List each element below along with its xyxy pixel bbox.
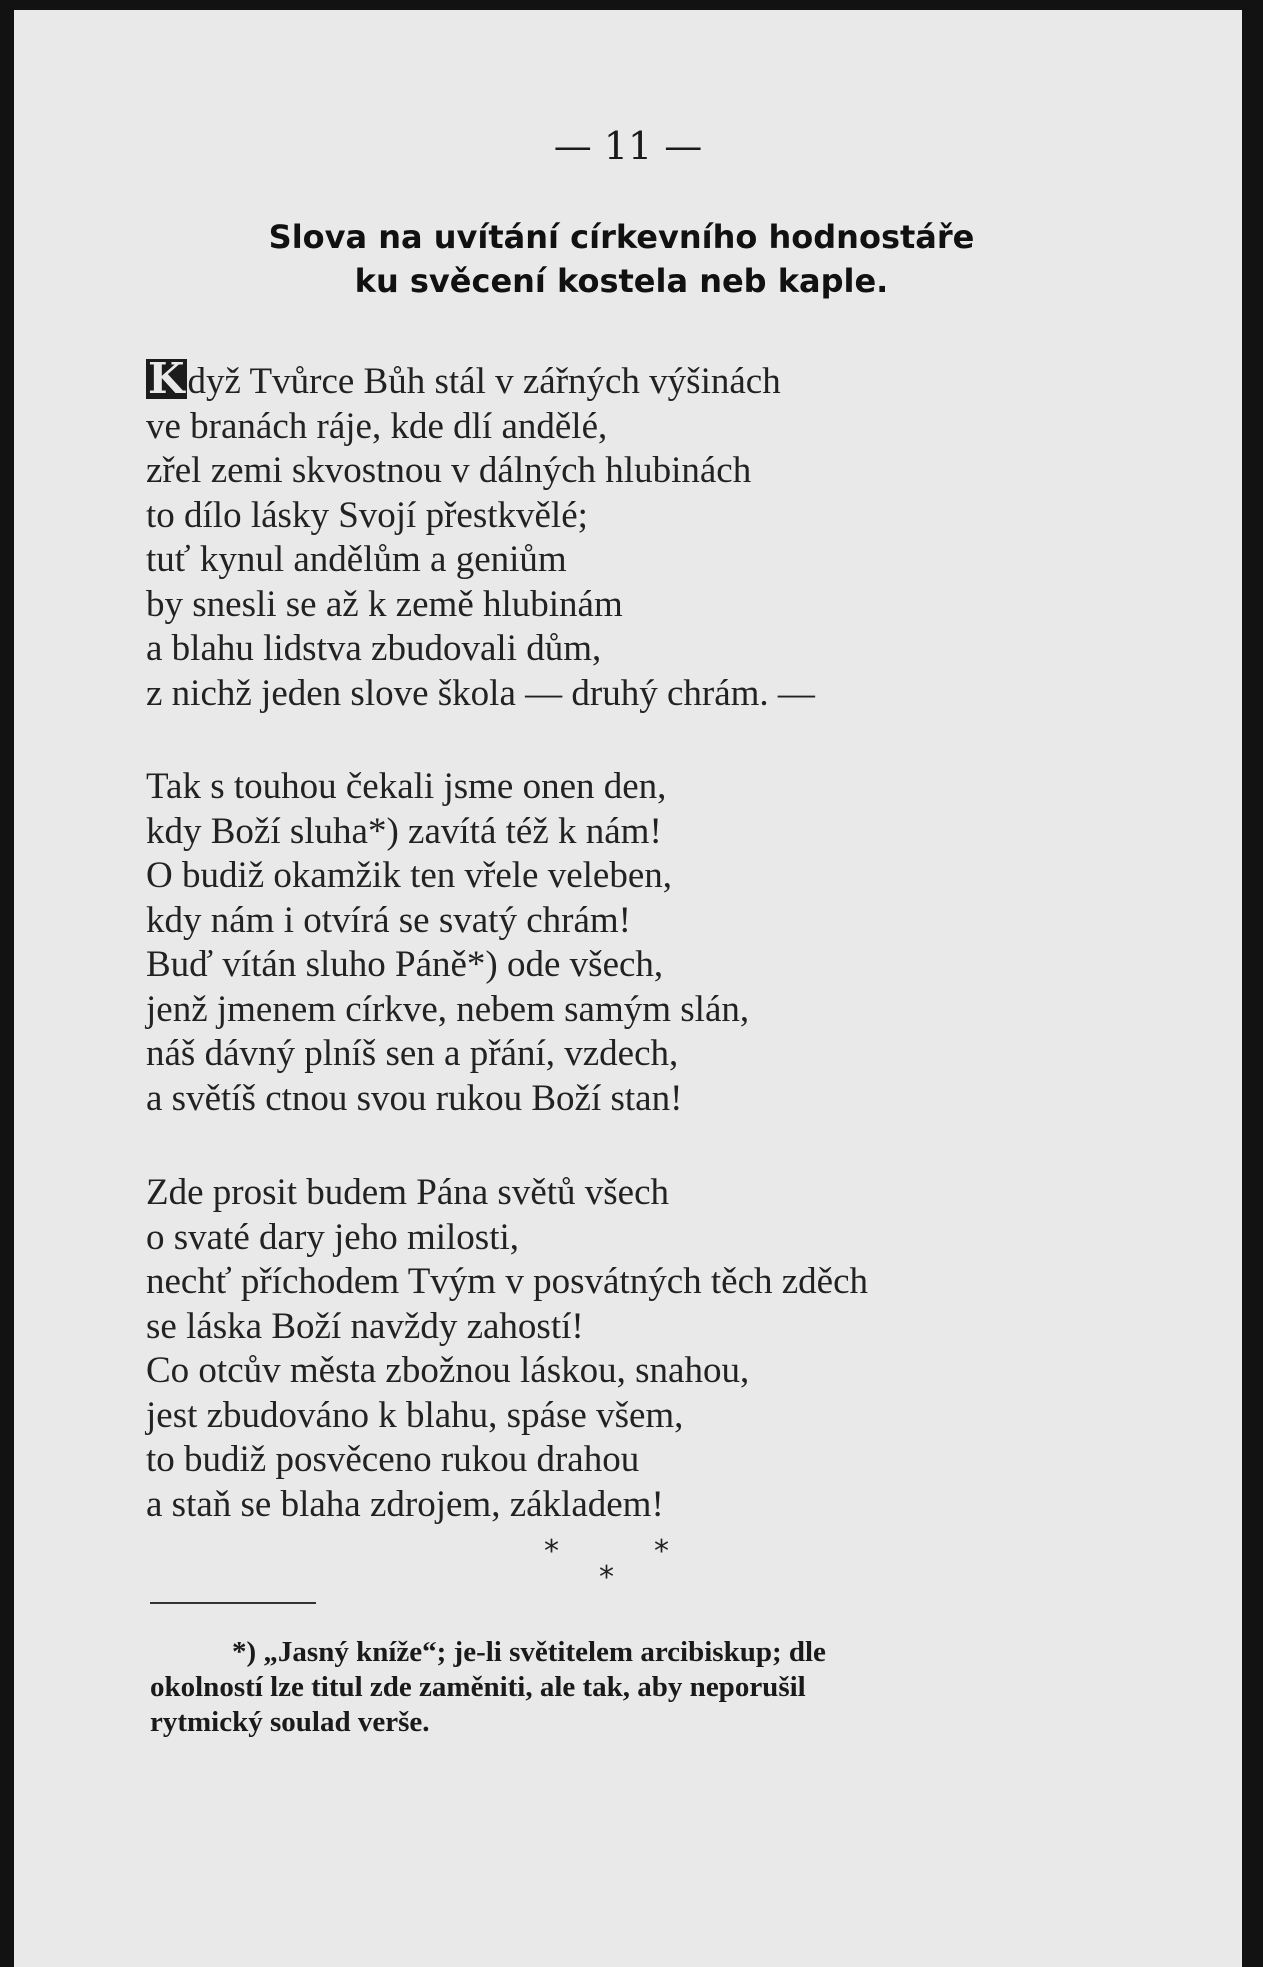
- stanza-line: a staň se blaha zdrojem, základem!: [146, 1483, 664, 1525]
- stanza-line: O budiž okamžik ten vřele veleben,: [146, 855, 673, 896]
- stanza-line: Zde prosit budem Pána světů všech: [146, 1172, 670, 1213]
- stanza-line: zřel zemi skvostnou v dálných hlubinách: [146, 450, 752, 491]
- asterisk: *: [544, 1534, 559, 1569]
- footnote-line: *) „Jasný kníže“; je-li světitelem arcibiskup; dle: [232, 1636, 826, 1668]
- stanza-line: o svaté dary jeho milosti,: [146, 1216, 520, 1258]
- stanza-line: to dílo lásky Svojí přestkvělé;: [146, 494, 588, 536]
- stanza-3: [146, 1171, 868, 1527]
- section-divider-stars: [534, 1534, 694, 1594]
- asterisk: *: [599, 1560, 614, 1595]
- stanza-1: [146, 354, 815, 716]
- stanza-2: [146, 765, 749, 1121]
- stanza-line: [146, 354, 815, 405]
- heading-line-1: Slova na uvítání církevního hodnostáře: [268, 218, 975, 256]
- stanza-line: by snesli se až k země hlubinám: [146, 583, 623, 625]
- stanza-line: jenž jmenem církve, nebem samým slán,: [146, 988, 750, 1030]
- footnote-line: okolností lze titul zde zaměniti, ale tak, aby neporušil: [150, 1671, 806, 1703]
- stanza-line: to budiž posvěceno rukou drahou: [146, 1439, 640, 1480]
- footnote-line: rytmický soulad verše.: [150, 1706, 430, 1738]
- stanza-line: náš dávný plníš sen a přání, vzdech,: [146, 1033, 679, 1074]
- stanza-line: a blahu lidstva zbudovali dům,: [146, 628, 602, 669]
- stanza-line: Co otcův města zbožnou láskou, snahou,: [146, 1350, 750, 1391]
- page-number: — 11 —: [553, 124, 703, 168]
- stanza-line: kdy nám i otvírá se svatý chrám!: [146, 899, 631, 941]
- stanza-line: z nichž jeden slove škola — druhý chrám. —: [146, 672, 815, 714]
- asterisk: *: [654, 1534, 669, 1569]
- first-line-text: dyž Tvůrce Bůh stál v zářných výšinách: [187, 361, 781, 402]
- decorative-initial: K: [148, 354, 185, 403]
- stanza-line: tuť kynul andělům a geniům: [146, 539, 567, 580]
- book-page: [14, 10, 1242, 1967]
- stanza-line: Tak s touhou čekali jsme onen den,: [146, 766, 667, 807]
- stanza-line: ve branách ráje, kde dlí andělé,: [146, 405, 608, 447]
- footnote: [150, 1635, 1090, 1740]
- poem-heading: [14, 215, 1229, 303]
- stanza-line: se láska Boží navždy zahostí!: [146, 1305, 584, 1347]
- stanza-line: nechť příchodem Tvým v posvátných těch zděch: [146, 1261, 869, 1302]
- stanza-line: jest zbudováno k blahu, spáse všem,: [146, 1394, 684, 1436]
- footnote-rule: [150, 1602, 316, 1604]
- stanza-line: a světíš ctnou svou rukou Boží stan!: [146, 1077, 683, 1119]
- stanza-line: Buď vítán sluho Páně*) ode všech,: [146, 944, 664, 985]
- heading-line-2: ku svěcení kostela neb kaple.: [354, 262, 889, 300]
- stanza-line: kdy Boží sluha*) zavítá též k nám!: [146, 810, 662, 852]
